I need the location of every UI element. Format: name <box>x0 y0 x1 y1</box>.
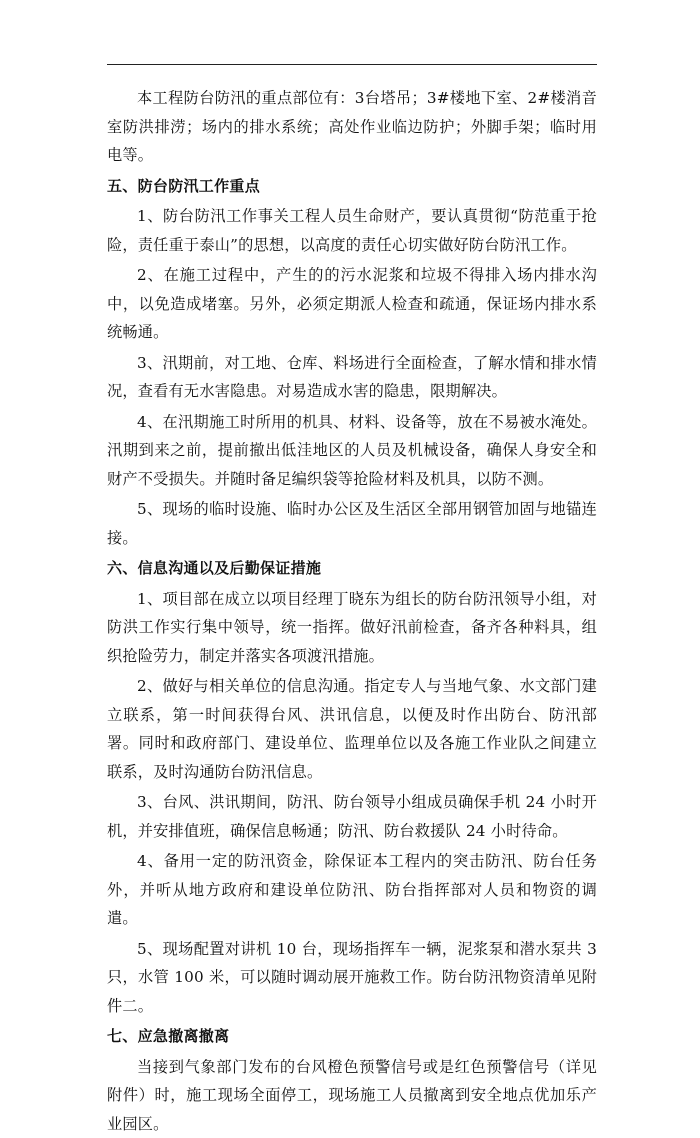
section-6-item-1: 1、项目部在成立以项目经理丁晓东为组长的防台防汛领导小组，对防洪工作实行集中领导，统一指挥。做好汛前检查，备齐各种料具，组织抢险劳力，制定并落实各项渡汛措施。 <box>107 585 597 671</box>
section-5-item-1: 1、防台防汛工作事关工程人员生命财产，要认真贯彻“防范重于抢险，责任重于泰山”的思想，以高度的责任心切实做好防台防汛工作。 <box>107 202 597 259</box>
section-7-item-1: 当接到气象部门发布的台风橙色预警信号或是红色预警信号（详见附件）时，施工现场全面停工，现场施工人员撤离到安全地点优加乐产业园区。 <box>107 1053 597 1138</box>
section-5-heading: 五、防台防汛工作重点 <box>107 172 597 201</box>
header-rule <box>107 64 597 65</box>
section-5-item-5: 5、现场的临时设施、临时办公区及生活区全部用钢管加固与地锚连接。 <box>107 495 597 552</box>
intro-paragraph: 本工程防台防汛的重点部位有：3台塔吊；3#楼地下室、2#楼消音室防洪排涝；场内的排水系统；高处作业临边防护；外脚手架；临时用电等。 <box>107 84 597 170</box>
section-7-heading: 七、应急撤离撤离 <box>107 1022 597 1051</box>
section-6-item-5: 5、现场配置对讲机 10 台，现场指挥车一辆，泥浆泵和潜水泵共 3 只，水管 100 米，可以随时调动展开施救工作。防台防汛物资清单见附件二。 <box>107 935 597 1021</box>
section-6-item-2: 2、做好与相关单位的信息沟通。指定专人与当地气象、水文部门建立联系，第一时间获得台风、洪讯信息，以便及时作出防台、防汛部署。同时和政府部门、建设单位、监理单位以及各施工作业队之间建立联系，及时沟通防台防汛信息。 <box>107 672 597 786</box>
section-6-item-4: 4、备用一定的防汛资金，除保证本工程内的突击防汛、防台任务外，并听从地方政府和建设单位防汛、防台指挥部对人员和物资的调遣。 <box>107 847 597 933</box>
section-5-item-4: 4、在汛期施工时所用的机具、材料、设备等，放在不易被水淹处。汛期到来之前，提前撤出低洼地区的人员及机械设备，确保人身安全和财产不受损失。并随时备足编织袋等抢险材料及机具，以防不测。 <box>107 408 597 494</box>
section-5-item-3: 3、汛期前，对工地、仓库、料场进行全面检查，了解水情和排水情况，查看有无水害隐患。对易造成水害的隐患，限期解决。 <box>107 349 597 406</box>
section-6-item-3: 3、台风、洪讯期间，防汛、防台领导小组成员确保手机 24 小时开机，并安排值班，确保信息畅通；防汛、防台救援队 24 小时待命。 <box>107 788 597 845</box>
section-6-heading: 六、信息沟通以及后勤保证措施 <box>107 554 597 583</box>
document-body <box>107 84 597 1138</box>
section-5-item-2: 2、在施工过程中，产生的的污水泥浆和垃圾不得排入场内排水沟中，以免造成堵塞。另外，必须定期派人检查和疏通，保证场内排水系统畅通。 <box>107 261 597 347</box>
